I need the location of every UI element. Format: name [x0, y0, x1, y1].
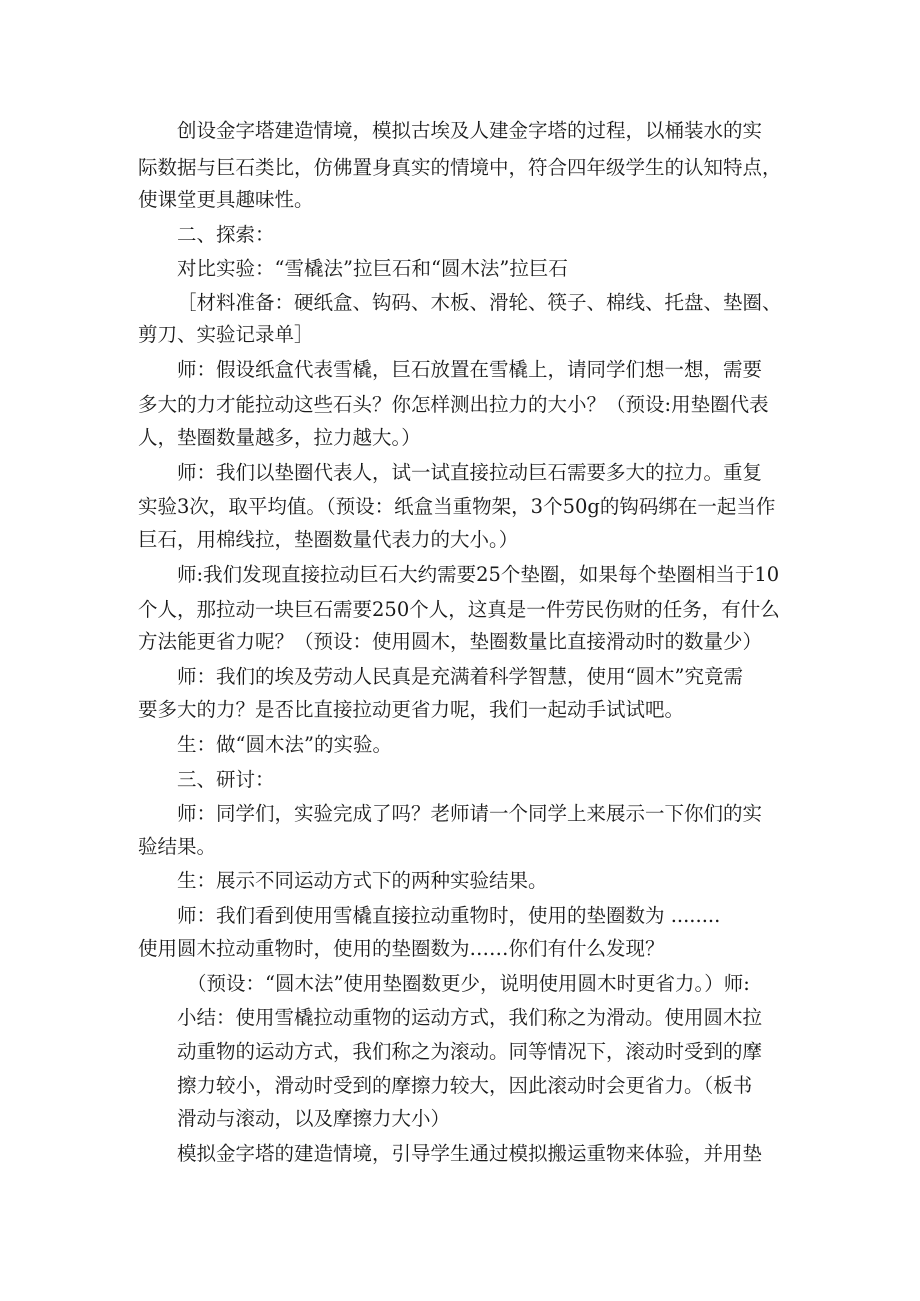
paragraph-line: 师:我们发现直接拉动巨石大约需要25个垫圈，如果每个垫圈相当于10 — [177, 563, 780, 586]
paragraph-line: 多大的力才能拉动这些石头？你怎样测出拉力的大小？（预设:用垫圈代表 — [138, 393, 769, 416]
paragraph-line: 使用圆木拉动重物时，使用的垫圈数为……你们有什么发现？ — [138, 937, 665, 960]
paragraph-line: 小结：使用雪橇拉动重物的运动方式，我们称之为滑动。使用圆木拉 — [177, 1006, 763, 1029]
paragraph-line: 际数据与巨石类比，仿佛置身真实的情境中，符合四年级学生的认知特点， — [138, 156, 782, 179]
paragraph-line: 擦力较小，滑动时受到的摩擦力较大，因此滚动时会更省力。（板书 — [177, 1074, 753, 1097]
paragraph-line: 师：我们的埃及劳动人民真是充满着科学智慧，使用“圆木”究竟需 — [177, 665, 743, 688]
paragraph-line: 生：展示不同运动方式下的两种实验结果。 — [177, 869, 548, 892]
section-heading: 二、探索： — [177, 223, 275, 246]
paragraph-line: 个人，那拉动一块巨石需要250个人，这真是一件劳民伤财的任务，有什么 — [138, 598, 780, 621]
paragraph-line: 动重物的运动方式，我们称之为滚动。同等情况下，滚动时受到的摩 — [177, 1040, 763, 1063]
paragraph-line: 师：假设纸盒代表雪橇，巨石放置在雪橇上，请同学们想一想，需要 — [177, 358, 763, 381]
paragraph-line: 创设金字塔建造情境，模拟古埃及人建金字塔的过程，以桶装水的实 — [177, 119, 763, 142]
paragraph-line: 模拟金字塔的建造情境，引导学生通过模拟搬运重物来体验，并用垫 — [177, 1142, 763, 1165]
paragraph-line: 对比实验：“雪橇法”拉巨石和“圆木法”拉巨石 — [177, 257, 568, 280]
paragraph-line: 要多大的力？是否比直接拉动更省力呢，我们一起动手试试吧。 — [138, 698, 685, 721]
paragraph-line: （预设：“圆木法”使用垫圈数更少，说明使用圆木时更省力。）师: — [187, 972, 750, 995]
paragraph-line: 师：同学们，实验完成了吗？老师请一个同学上来展示一下你们的实 — [177, 802, 763, 825]
section-heading: 三、研讨： — [177, 768, 275, 791]
paragraph-line: 使课堂更具趣味性。 — [138, 188, 314, 211]
paragraph-line: 方法能更省力呢？（预设：使用圆木，垫圈数量比直接滑动时的数量少） — [138, 630, 763, 653]
paragraph-line: 验结果。 — [138, 835, 217, 858]
paragraph-line: 师：我们以垫圈代表人，试一试直接拉动巨石需要多大的拉力。重复 — [177, 461, 763, 484]
paragraph-line: 师：我们看到使用雪橇直接拉动重物时，使用的垫圈数为 ........ — [177, 904, 721, 927]
paragraph-line: 人，垫圈数量越多，拉力越大。） — [138, 426, 421, 449]
paragraph-line: ［材料准备：硬纸盒、钩码、木板、滑轮、筷子、棉线、托盘、垫圈、 — [177, 291, 782, 314]
paragraph-line: 巨石，用棉线拉，垫圈数量代表力的大小。） — [138, 528, 519, 551]
paragraph-line: 实验3次，取平均值。（预设：纸盒当重物架，3个50g的钩码绑在一起当作 — [138, 495, 776, 518]
paragraph-line: 剪刀、实验记录单］ — [138, 323, 314, 346]
paragraph-line: 滑动与滚动，以及摩擦力大小） — [177, 1107, 451, 1130]
paragraph-line: 生：做“圆木法”的实验。 — [177, 733, 392, 756]
